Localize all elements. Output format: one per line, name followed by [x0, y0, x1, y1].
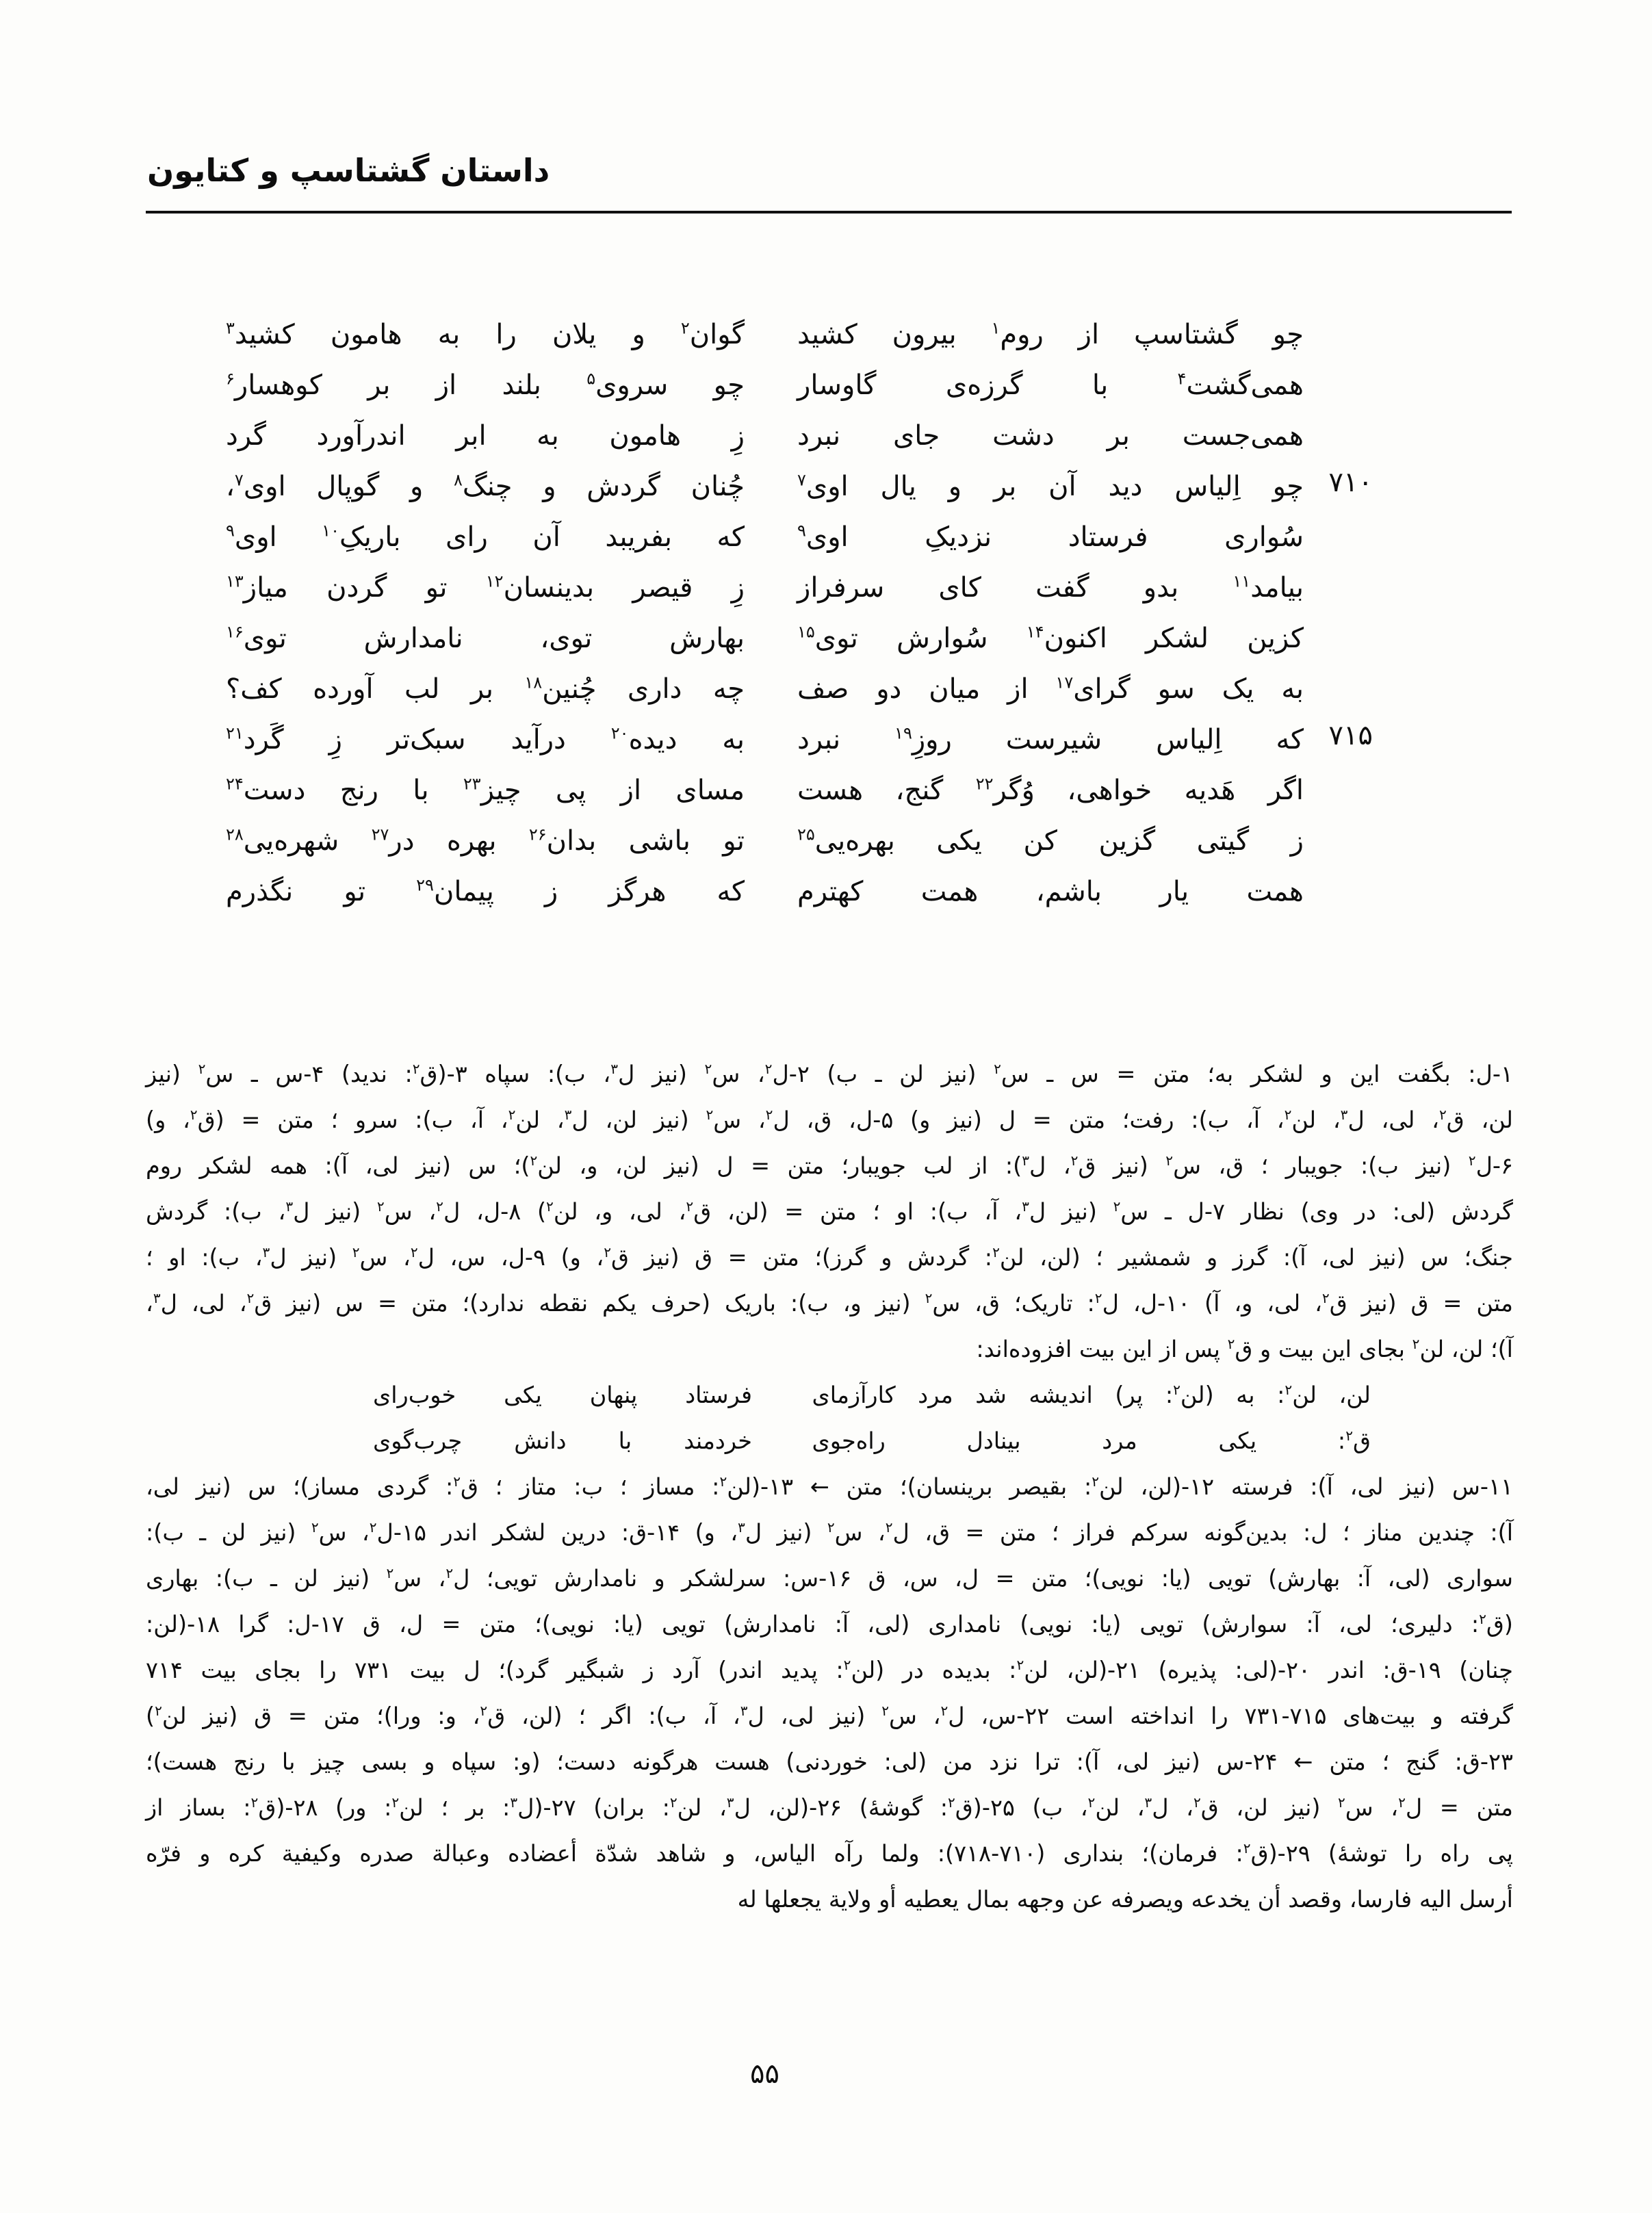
apparatus-line: چنان) ۱۹-ق: اندر ۲۰-(لی: پذیره) ۲۱-(لن، لن$^۲$: بدیده در (لن$^۲$: پدید اندر) آرد ز شبگیر گرد)؛ ل بیت ۷۳۱ را بجای بیت ۷۱۴: [146, 1656, 1513, 1683]
apparatus-line: آ): چندین مناز ؛ ل: بدین‌گونه سرکم فراز ؛ متن = ق، ل$^۲$، س$^۲$ (نیز ل$^۳$، و) ۱۴-ق: درین لشکر اندر ۱۵-ل$^۲$، س$^۲$ (نیز لن ـ ب):: [146, 1518, 1514, 1546]
couplet-row: [0, 562, 1652, 613]
couplet-row: [0, 613, 1652, 664]
hemistich-first: ز گیتی گزین کن یکی بهره‌یی$^{۲۵}$: [797, 825, 1304, 857]
hemistich-second: گوان$^۲$ و یلان را به هامون کشید$^۳$: [226, 318, 745, 350]
apparatus-line: ۲۳-ق: گنج ؛ متن ← ۲۴-س (نیز لی، آ): ترا نزد من (لی: خوردنی) هست هرگونه دست؛ (و: سپاه و بسی چیز با رنج هست)؛: [146, 1748, 1513, 1775]
hemistich-second: تو باشی بدان$^{۲۶}$ بهره در$^{۲۷}$ شهره‌یی$^{۲۸}$: [226, 825, 745, 857]
hemistich-first: همی‌جست بر دشت جای نبرد: [797, 420, 1304, 452]
hemistich-second: چه داری چُنین$^{۱۸}$ بر لب آورده کف؟: [226, 673, 745, 705]
apparatus-line: جنگ؛ س (نیز لی، آ): گرز و شمشیر ؛ (لن، لن$^۲$: گردش و گرز)؛ متن = ق (نیز ق$^۲$، و) ۹-ل، س، ل$^۲$، س$^۲$ (نیز ل$^۳$، ب): او ؛: [146, 1243, 1513, 1271]
hemistich-second: زِ قیصر بدینسان$^{۱۲}$ تو گردن میاز$^{۱۳}$: [226, 571, 745, 604]
hemistich-second: زِ هامون به ابر اندرآورد گرد: [226, 420, 745, 452]
hemistich-second: که هرگز ز پیمان$^{۲۹}$ تو نگذرم: [226, 875, 745, 907]
apparatus-line: أرسل الیه فارسا، وقصد أن یخدعه ویصرفه عن وجهه بمال یعطیه أو ولایة یجعلها له: [737, 1886, 1513, 1913]
couplet-row: [0, 664, 1652, 714]
apparatus-line: لن، ق$^۲$، لی، ل$^۳$، لن$^۲$، آ، ب): رفت؛ متن = ل (نیز و) ۵-ل، ق، ل$^۲$، س$^۲$ (نیز لن، ل$^۳$، لن$^۲$، آ، ب): سرو ؛ متن = (ق$^۲$، و): [146, 1106, 1514, 1133]
hemistich-first: کزین لشکر اکنون$^{۱۴}$ سُوارش توی$^{۱۵}$: [797, 622, 1304, 654]
quoted-hemistich-first: لن، لن$^۲$: به (لن$^۲$: پر) اندیشه شد مرد کارآزمای: [812, 1381, 1371, 1408]
hemistich-first: همت یار باشم، همت کهترم: [797, 876, 1304, 907]
quoted-hemistich-second: فرستاد پنهان یکی خوب‌رای: [373, 1382, 753, 1408]
hemistich-first: چو گشتاسپ از روم$^۱$ بیرون کشید: [797, 318, 1304, 350]
couplet-row: [0, 360, 1652, 411]
quoted-hemistich-first: ق$^۲$: یکی مرد بینادل راه‌جوی: [812, 1427, 1371, 1454]
apparatus-line: متن = ل$^۲$، س$^۲$ (نیز لن، ق$^۲$، ل$^۳$، لن$^۲$، ب) ۲۵-(ق$^۲$: گوشهٔ) ۲۶-(لن، ل$^۳$، لن$^۲$: بران) ۲۷-(ل$^۳$: بر ؛ لن$^۲$: ور) ۲۸-(ق$^۲$: بساز از: [146, 1794, 1513, 1821]
hemistich-first: بیامد$^{۱۱}$ بدو گفت کای سرفراز: [797, 571, 1304, 604]
running-head-title: داستان گشتاسپ و کتایون: [147, 152, 550, 189]
couplet-row: [0, 309, 1652, 360]
hemistich-first: اگر هَدیه خواهی، وُگر$^{۲۲}$ گنج، هست: [797, 774, 1304, 806]
apparatus-line: گرفته و بیت‌های ۷۱۵-۷۳۱ را انداخته است ۲۲-س، ل$^۲$، س$^۲$ (نیز لی، ل$^۳$، آ، ب): اگر ؛ (لن، ق$^۲$، و: ورا)؛ متن = ق (نیز لن$^۲$): [146, 1702, 1514, 1729]
hemistich-second: چو سروی$^۵$ بلند از بر کوهسار$^۶$: [226, 369, 745, 401]
hemistich-second: به دیده$^{۲۰}$ درآید سبک‌تر زِ گَرد$^{۲۱}$: [226, 723, 745, 755]
hemistich-second: چُنان گردش و چنگ$^۸$ و گوپال اوی$^۷$،: [226, 470, 745, 502]
apparatus-line: آ)؛ لن، لن$^۲$ بجای این بیت و ق$^۲$ پس از این بیت افزوده‌اند:: [976, 1335, 1513, 1362]
apparatus-line: ۱۱-س (نیز لی، آ): فرسته ۱۲-(لن، لن$^۲$: بقیصر برینسان)؛ متن ← ۱۳-(لن$^۲$: مساز ؛ ب: متاز ؛ ق$^۲$: گردی مساز)؛ س (نیز لی،: [146, 1473, 1513, 1500]
apparatus-line: متن = ق (نیز ق$^۲$، لی، و، آ) ۱۰-ل، ل$^۲$: تاریک؛ ق، س$^۲$ (نیز و، ب): باریک (حرف یکم نقطه ندارد)؛ متن = س (نیز ق$^۲$، لی، ل$^۳$،: [146, 1289, 1513, 1317]
hemistich-first: سُواری فرستاد نزدیکِ اوی$^۹$: [797, 521, 1304, 553]
couplet-row: [0, 512, 1652, 562]
couplet-row: [0, 816, 1652, 866]
quoted-hemistich-second: خردمند با دانش چرب‌گوی: [373, 1427, 753, 1454]
apparatus-line: سواری (لی، آ: بهارش) تویی (یا: نویی)؛ متن = ل، س، ق ۱۶-س: سرلشکر و نامدارش تویی؛ ل$^۲$، س$^۲$ (نیز لن ـ ب): بهاری: [146, 1564, 1513, 1592]
apparatus-quoted-verse: [146, 1419, 1513, 1465]
hemistich-second: که بفریبد آن رای باریکِ$^{۱۰}$ اوی$^۹$: [226, 521, 745, 553]
couplet-row: [0, 461, 1652, 512]
header-rule: [146, 211, 1512, 213]
hemistich-second: مسای از پی چیز$^{۲۳}$ با رنج دست$^{۲۴}$: [226, 774, 745, 806]
poem-section: [0, 309, 1652, 917]
hemistich-first: که اِلیاس شیرست روزِ$^{۱۹}$ نبرد: [797, 723, 1304, 755]
apparatus-line: ۶-ل$^۲$ (نیز ب): جویبار ؛ ق، س$^۲$ (نیز ق$^۲$، ل$^۳$): از لب جویبار؛ متن = ل (نیز لن، و، لن$^۲$)؛ س (نیز لی، آ): همه لشکر روم: [146, 1152, 1513, 1179]
apparatus-line: ۱-ل: بگفت این و لشکر به؛ متن = س ـ س$^۲$ (نیز لن ـ ب) ۲-ل$^۲$، س$^۲$ (نیز ل$^۳$، ب): سپاه ۳-(ق$^۲$: ندید) ۴-س ـ س$^۲$ (نیز: [146, 1060, 1513, 1087]
apparatus-line: (ق$^۲$: دلیری؛ لی، آ: سوارش) تویی (یا: نویی) نامداری (لی، آ: نامدارش) تویی (یا: نویی)؛ متن = ل، ق ۱۷-ل: گرا ۱۸-(لن:: [146, 1610, 1513, 1638]
hemistich-first: همی‌گشت$^۴$ با گرزه‌ی گاوسار: [797, 369, 1304, 401]
apparatus-quoted-verse: [146, 1373, 1513, 1419]
hemistich-second: بهارش توی، نامدارش توی$^{۱۶}$: [226, 622, 745, 654]
critical-apparatus: [146, 1052, 1513, 1924]
couplet-row: [0, 866, 1652, 917]
couplet-row: [0, 714, 1652, 765]
page-number: ۵۵: [750, 2058, 779, 2090]
verse-number-710: ۷۱۰: [1328, 467, 1373, 498]
couplet-row: [0, 765, 1652, 816]
hemistich-first: چو اِلیاس دید آن بر و یال اوی$^۷$: [797, 470, 1304, 502]
hemistich-first: به یک سو گرای$^{۱۷}$ از میان دو صف: [797, 673, 1304, 705]
apparatus-line: گردش (لی: در وی) نظار ۷-ل ـ س$^۲$ (نیز ل$^۳$، آ، ب): او ؛ متن = (لن، ق$^۲$، لی، و، لن$^۲$) ۸-ل، ل$^۲$، س$^۲$ (نیز ل$^۳$، ب): گردش: [146, 1198, 1514, 1225]
couplet-row: [0, 411, 1652, 461]
verse-number-715: ۷۱۵: [1328, 720, 1373, 751]
apparatus-line: پی راه را توشهٔ) ۲۹-(ق$^۲$: فرمان)؛ بنداری (۷۱۰-۷۱۸): ولما رآه الیاس، و شاهد شدّة أعضاده وعبالة صدره وكيفية كره و فرّه: [146, 1839, 1513, 1867]
